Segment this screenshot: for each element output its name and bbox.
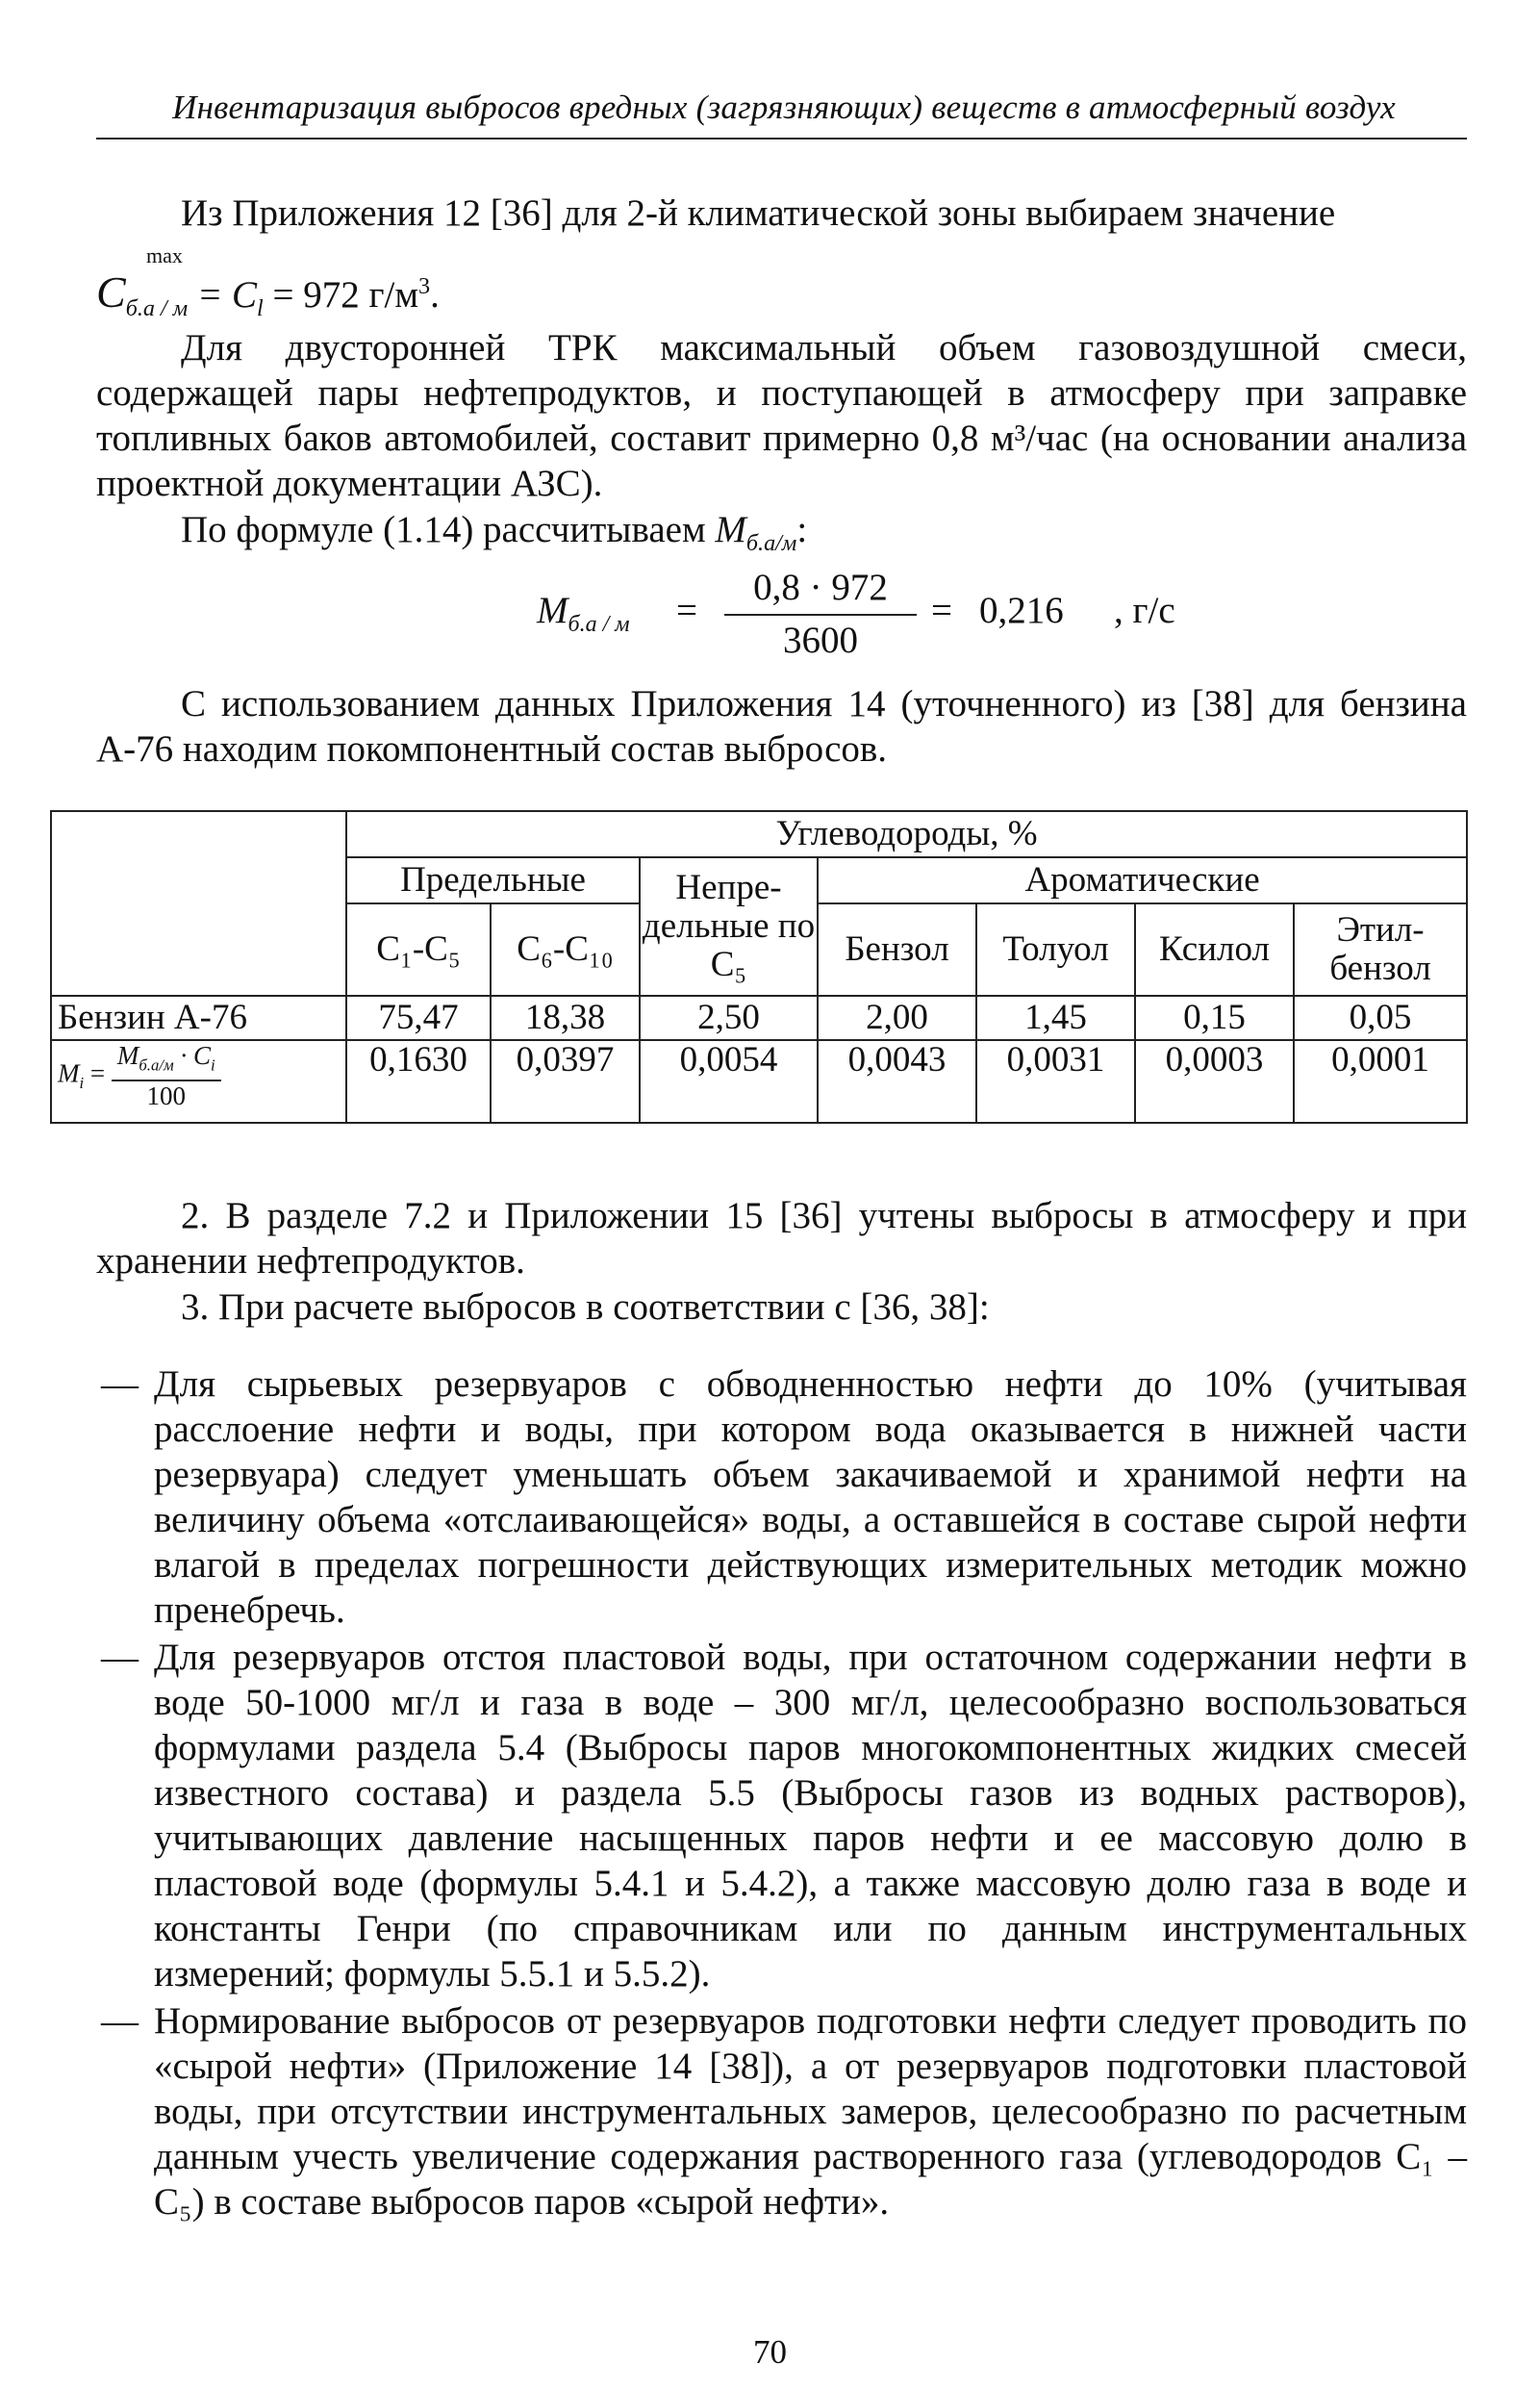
table-cell: 2,00 — [818, 996, 976, 1040]
table-cell: 2,50 — [640, 996, 818, 1040]
table-corner-cell — [51, 811, 346, 996]
eq2-unit: , г/с — [1114, 590, 1175, 631]
eq2-equals-2: = — [931, 590, 952, 631]
table-row-formula: $M_i$ = $\frac{M_{б.а/м} \cdot C_i}{100}$ — [51, 1040, 346, 1123]
table-cell: 18,38 — [491, 996, 640, 1040]
row-formula-fraction: $\frac{M_{б.а/м} \cdot C_i}{100}$ — [112, 1041, 221, 1110]
paragraph-1: Из Приложения 12 [36] для 2-й климатической зоны выбираем значение — [181, 192, 1336, 234]
table-row — [51, 1040, 1467, 1123]
header-rule — [96, 138, 1467, 140]
table-xylene-header: Ксилол — [1135, 903, 1294, 996]
table-group-header: Углеводороды, % — [346, 811, 1467, 857]
table-cell: 0,15 — [1135, 996, 1294, 1040]
eq1-sub: б.а / м — [125, 294, 189, 321]
table-cell: 0,0054 — [640, 1040, 818, 1123]
table-ethylbenzene-header: Этил-бензол — [1294, 903, 1467, 996]
table-cell: 0,05 — [1294, 996, 1467, 1040]
list-item: — Нормирование выбросов от резервуаров подготовки нефти следует проводить по «сырой нефти» (Приложение 14 [38]), а от резервуаров подготовки пластовой воды, при отсутствии инструментальных замеров, целесообразно по расчетным данным учесть увеличение содержания растворенного газа (углеводородов C₁ – C₅) в составе выбросов паров «сырой нефти». — [101, 2000, 1467, 2223]
paragraph-2: Для двусторонней ТРК максимальный объем газовоздушной смеси, содержащей пары нефтепродуктов, и поступающей в атмосферу при заправке топливных баков автомобилей, составит примерно 0,8 м³/час (на основании анализа проектной документации АЗС). — [96, 327, 1467, 504]
list-item: — Для сырьевых резервуаров с обводненностью нефти до 10% (учитывая расслоение нефти и воды, при котором вода оказывается в нижней части резервуара) следует уменьшать объем закачиваемой и хранимой нефти на величину объема «отслаивающейся» воды, а оставшейся в составе сырой нефти влагой в пределах погрешности действующих измерительных методик можно пренебречь. — [101, 1363, 1467, 1631]
eq2-denominator: 3600 — [783, 620, 858, 661]
running-header: Инвентаризация выбросов вредных (загрязняющих) веществ в атмосферный воздух — [172, 89, 1396, 126]
paragraph-6: 3. При расчете выбросов в соответствии с [36, 38]: — [181, 1286, 990, 1328]
emissions-table — [50, 810, 1468, 1124]
dash-marker: — — [101, 1363, 139, 1405]
table-cell: 0,0043 — [818, 1040, 976, 1123]
dash-marker: — — [101, 1637, 139, 1678]
para3-end: : — [796, 509, 808, 550]
table-cell: 75,47 — [346, 996, 491, 1040]
table-cell: 0,0397 — [491, 1040, 640, 1123]
paragraph-5: 2. В разделе 7.2 и Приложении 15 [36] учтены выбросы в атмосферу и при хранении нефтепродуктов. — [96, 1195, 1467, 1282]
eq2-equals: = — [676, 590, 697, 631]
table-cell: 0,0003 — [1135, 1040, 1294, 1123]
table-toluene-header: Толуол — [976, 903, 1135, 996]
eq2-lhs: $M_{б.а / м}$ — [537, 590, 630, 637]
table-aromatic-header: Ароматические — [818, 857, 1467, 903]
eq1-value: = 972 г/м — [263, 274, 419, 316]
table-row-label: Бензин А-76 — [51, 996, 346, 1040]
table-benzene-header: Бензол — [818, 903, 976, 996]
para3-text: По формуле (1.14) рассчитываем — [181, 509, 716, 550]
table-cell: 0,0001 — [1294, 1040, 1467, 1123]
eq2-result: 0,216 — [979, 590, 1064, 631]
table-cell: 0,0031 — [976, 1040, 1135, 1123]
table-unsaturated-header: Непре-дельные по C₅ — [640, 857, 818, 996]
table-cell: 1,45 — [976, 996, 1135, 1040]
page-number: 70 — [753, 2333, 787, 2371]
list-item: — Для резервуаров отстоя пластовой воды, при остаточном содержании нефти в воде 50-1000 мг/л и газа в воде – 300 мг/л, целесообразно воспользоваться формулами раздела 5.4 (Выбросы паров многокомпонентных жидких смесей известного состава) и раздела 5.5 (Выбросы газов из водных растворов), учитывающих давление насыщенных паров нефти и ее массовую долю в пластовой воде (формулы 5.4.1 и 5.4.2), а также массовую долю газа в воде и константы Генри (по справочникам или по данным инструментальных измерений; формулы 5.5.1 и 5.5.2). — [101, 1637, 1467, 1995]
eq1-symbol: C — [96, 267, 126, 317]
eq2-numerator: 0,8 · 972 — [753, 567, 888, 608]
table-row — [51, 996, 1467, 1040]
table-c6c10-header: C₆-C₁₀ — [491, 903, 640, 996]
eq1-power: 3 — [418, 273, 431, 299]
table-c1c5-header: C₁-C₅ — [346, 903, 491, 996]
table-cell: 0,1630 — [346, 1040, 491, 1123]
eq1-sub-l: l — [257, 294, 264, 321]
para3-sub: б.а/м — [745, 529, 797, 556]
eq1-sup: max — [146, 243, 183, 267]
dash-marker: — — [101, 2000, 139, 2042]
eq1-rest: = C — [188, 274, 258, 316]
para3-symbol: M — [715, 509, 746, 550]
eq2-fraction-bar — [724, 614, 917, 616]
paragraph-3 — [96, 507, 1467, 566]
bullet-list — [96, 1361, 1467, 2226]
eq1-end: . — [430, 274, 440, 316]
paragraph-4: С использованием данных Приложения 14 (уточненного) из [38] для бензина А-76 находим покомпонентный состав выбросов. — [96, 683, 1467, 770]
table-saturated-header: Предельные — [346, 857, 640, 903]
